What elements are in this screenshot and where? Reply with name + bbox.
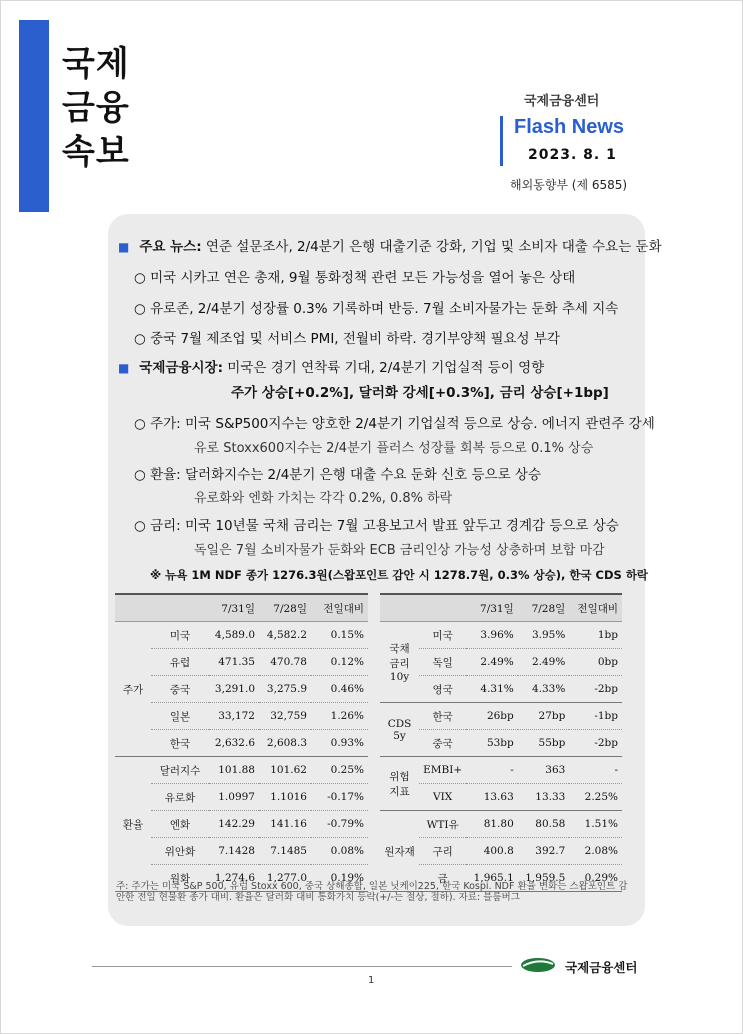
cell-value: 3.96%	[466, 622, 518, 649]
header-spacer	[380, 594, 419, 622]
cell-value: 0.08%	[311, 838, 368, 865]
news-bullet: ○ 유로존, 2/4분기 성장률 0.3% 기록하며 반등. 7월 소비자물가는 둔화 추세 지속	[134, 301, 619, 317]
cell-value: 80.58	[518, 811, 570, 838]
table-row	[115, 757, 368, 784]
left-market-table	[115, 593, 368, 892]
detail-text: 달러화지수는 2/4분기 은행 대출 수요 둔화 신호 등으로 상승	[185, 467, 542, 483]
col-header: 7/28일	[518, 594, 570, 622]
cell-value: 2,608.3	[259, 730, 311, 757]
fx-detail-sub: 유로화와 엔화 가치는 각각 0.2%, 0.8% 하락	[194, 491, 453, 506]
group-label: 위험 지표	[380, 757, 419, 811]
cell-value: -	[569, 757, 622, 784]
cell-value: 1,274.6	[209, 865, 259, 892]
row-label: 중국	[419, 730, 466, 757]
row-label: 영국	[419, 676, 466, 703]
cell-value: 3.95%	[518, 622, 570, 649]
row-label: 원화	[151, 865, 209, 892]
cell-value: 2,632.6	[209, 730, 259, 757]
cell-value: -0.17%	[311, 784, 368, 811]
row-label: 중국	[151, 676, 209, 703]
cell-value: 1.51%	[569, 811, 622, 838]
row-label: VIX	[419, 784, 466, 811]
title-line: 속보	[62, 132, 130, 172]
row-label: 유럽	[151, 649, 209, 676]
row-label: 위안화	[151, 838, 209, 865]
footer-divider	[92, 966, 512, 967]
table-row	[115, 838, 368, 865]
col-header: 7/28일	[259, 594, 311, 622]
fx-detail: ○ 환율: 달러화지수는 2/4분기 은행 대출 수요 둔화 신호 등으로 상승	[134, 467, 542, 483]
row-label: 독일	[419, 649, 466, 676]
row-label: 미국	[151, 622, 209, 649]
table-row	[380, 757, 622, 784]
cell-value: 142.29	[209, 811, 259, 838]
group-label: 원자재	[380, 811, 419, 892]
table-row	[115, 622, 368, 649]
news-bullet: ○ 중국 7월 제조업 및 서비스 PMI, 전월비 하락. 경기부양책 필요성 부각	[134, 331, 560, 347]
square-bullet-icon: ■	[118, 361, 130, 375]
cell-value: 1,959.5	[518, 865, 570, 892]
cell-value: 3,275.9	[259, 676, 311, 703]
cell-value: 53bp	[466, 730, 518, 757]
cell-value: 7.1428	[209, 838, 259, 865]
cell-value: 0bp	[569, 649, 622, 676]
group-label: 환율	[115, 757, 151, 892]
cell-value: 32,759	[259, 703, 311, 730]
table-row	[380, 622, 622, 649]
header-spacer	[151, 594, 209, 622]
title-line: 국제	[62, 44, 130, 84]
cell-value: 3,291.0	[209, 676, 259, 703]
cell-value: 1,965.1	[466, 865, 518, 892]
cell-value: 1.1016	[259, 784, 311, 811]
title-accent-bar	[19, 20, 49, 212]
table-row	[115, 649, 368, 676]
cell-value: 4,582.2	[259, 622, 311, 649]
cell-value: 0.12%	[311, 649, 368, 676]
table-row	[380, 811, 622, 838]
rate-detail: ○ 금리: 미국 10년물 국채 금리는 7월 고용보고서 발표 앞두고 경계감 등으로 상승	[134, 518, 619, 534]
col-header: 전일대비	[569, 594, 622, 622]
cell-value: 101.88	[209, 757, 259, 784]
row-label: EMBI+	[419, 757, 466, 784]
news-bullet: ○ 미국 시카고 연은 총재, 9월 통화정책 관련 모든 가능성을 열어 놓은 상태	[134, 270, 576, 286]
cell-value: 0.25%	[311, 757, 368, 784]
cell-value: 471.35	[209, 649, 259, 676]
cell-value: -	[466, 757, 518, 784]
header-spacer	[419, 594, 466, 622]
group-label: CDS 5y	[380, 703, 419, 757]
cell-value: -0.79%	[311, 811, 368, 838]
detail-label: 금리:	[150, 518, 181, 534]
cell-value: 2.25%	[569, 784, 622, 811]
news-bullet-text: 유로존, 2/4분기 성장률 0.3% 기록하며 반등. 7월 소비자물가는 둔화 추세 지속	[150, 301, 619, 317]
table-row	[115, 703, 368, 730]
row-label: 금	[419, 865, 466, 892]
report-date: 2023. 8. 1	[528, 147, 617, 163]
col-header: 전일대비	[311, 594, 368, 622]
cell-value: 7.1485	[259, 838, 311, 865]
ndf-note: ※ 뉴욕 1M NDF 종가 1276.3원(스왑포인트 감안 시 1278.7원, 0.3% 상승), 한국 CDS 하락	[150, 568, 649, 582]
row-label: 엔화	[151, 811, 209, 838]
cell-value: 2.49%	[466, 649, 518, 676]
table-row	[115, 676, 368, 703]
detail-label: 주가:	[150, 416, 181, 432]
cell-value: 13.33	[518, 784, 570, 811]
cell-value: 26bp	[466, 703, 518, 730]
cell-value: -2bp	[569, 730, 622, 757]
cell-value: 13.63	[466, 784, 518, 811]
news-bullet-text: 미국 시카고 연은 총재, 9월 통화정책 관련 모든 가능성을 열어 놓은 상태	[150, 270, 576, 286]
col-header: 7/31일	[466, 594, 518, 622]
page-number: 1	[368, 975, 375, 986]
cell-value: 141.16	[259, 811, 311, 838]
row-label: 한국	[419, 703, 466, 730]
cell-value: -2bp	[569, 676, 622, 703]
cell-value: 1.26%	[311, 703, 368, 730]
cell-value: 4.33%	[518, 676, 570, 703]
cell-value: 55bp	[518, 730, 570, 757]
table-row	[115, 811, 368, 838]
cell-value: 101.62	[259, 757, 311, 784]
detail-text: 미국 10년물 국채 금리는 7월 고용보고서 발표 앞두고 경계감 등으로 상승	[185, 518, 619, 534]
detail-label: 환율:	[150, 467, 181, 483]
cell-value: 4.31%	[466, 676, 518, 703]
row-label: 일본	[151, 703, 209, 730]
header-spacer	[115, 594, 151, 622]
right-market-table	[380, 593, 622, 892]
main-news-line	[118, 235, 662, 255]
row-label: 미국	[419, 622, 466, 649]
cell-value: 0.93%	[311, 730, 368, 757]
market-line	[118, 356, 544, 376]
cell-value: 1,277.0	[259, 865, 311, 892]
table-footnote: 주: 주가는 미국 S&P 500, 유럽 Stoxx 600, 중국 상해종합, 일본 닛케이225, 한국 Kospi. NDF 환율 변화는 스왑포인트 감안한 전일 현물환 종가 대비. 환율은 달러화 대비 통화가치 등락(+/-는 절상, 절하). 자료: 블룸버그	[116, 881, 628, 903]
cell-value: -1bp	[569, 703, 622, 730]
rate-detail-sub: 독일은 7월 소비자물가 둔화와 ECB 금리인상 가능성 상충하며 보합 마감	[194, 543, 605, 558]
market-headline: 주가 상승[+0.2%], 달러화 강세[+0.3%], 금리 상승[+1bp]	[231, 385, 609, 401]
cell-value: 1bp	[569, 622, 622, 649]
col-header: 7/31일	[209, 594, 259, 622]
main-news-text: 연준 설문조사, 2/4분기 은행 대출기준 강화, 기업 및 소비자 대출 수요는 둔화	[205, 239, 662, 255]
cell-value: 0.19%	[311, 865, 368, 892]
stock-detail-sub: 유로 Stoxx600지수는 2/4분기 플러스 성장률 회복 등으로 0.1% 상승	[194, 441, 594, 456]
report-title	[62, 42, 130, 174]
cell-value: 392.7	[518, 838, 570, 865]
cell-value: 470.78	[259, 649, 311, 676]
market-label: 국제금융시장:	[139, 360, 223, 376]
cell-value: 0.15%	[311, 622, 368, 649]
row-label: 구리	[419, 838, 466, 865]
news-bullet-text: 중국 7월 제조업 및 서비스 PMI, 전월비 하락. 경기부양책 필요성 부각	[150, 331, 560, 347]
cell-value: 400.8	[466, 838, 518, 865]
square-bullet-icon: ■	[118, 240, 130, 254]
stock-detail: ○ 주가: 미국 S&P500지수는 양호한 2/4분기 기업실적 등으로 상승. 에너지 관련주 강세	[134, 416, 655, 432]
cell-value: 1.0997	[209, 784, 259, 811]
cell-value: 2.49%	[518, 649, 570, 676]
main-news-label: 주요 뉴스:	[139, 239, 202, 255]
title-line: 금융	[62, 88, 130, 128]
row-label: WTI유	[419, 811, 466, 838]
cell-value: 0.46%	[311, 676, 368, 703]
cell-value: 0.29%	[569, 865, 622, 892]
row-label: 유로화	[151, 784, 209, 811]
cell-value: 81.80	[466, 811, 518, 838]
cell-value: 4,589.0	[209, 622, 259, 649]
table-row	[115, 730, 368, 757]
table-row	[115, 784, 368, 811]
cell-value: 27bp	[518, 703, 570, 730]
group-label: 국채 금리 10y	[380, 622, 419, 703]
cell-value: 2.08%	[569, 838, 622, 865]
row-label: 한국	[151, 730, 209, 757]
market-text: 미국은 경기 연착륙 기대, 2/4분기 기업실적 등이 영향	[227, 360, 545, 376]
row-label: 달러지수	[151, 757, 209, 784]
department: 해외동향부 (제 6585)	[510, 178, 628, 192]
flash-divider	[500, 116, 503, 166]
cell-value: 33,172	[209, 703, 259, 730]
group-label: 주가	[115, 622, 151, 757]
cell-value: 363	[518, 757, 570, 784]
table-row	[380, 703, 622, 730]
flash-news-label: Flash News	[514, 116, 625, 138]
org-name: 국제금융센터	[524, 94, 600, 109]
table-header-row	[115, 594, 368, 622]
org-logo-icon	[520, 956, 556, 974]
table-header-row	[380, 594, 622, 622]
footer-org-name: 국제금융센터	[565, 960, 638, 975]
detail-text: 미국 S&P500지수는 양호한 2/4분기 기업실적 등으로 상승. 에너지 관련주 강세	[185, 416, 655, 432]
